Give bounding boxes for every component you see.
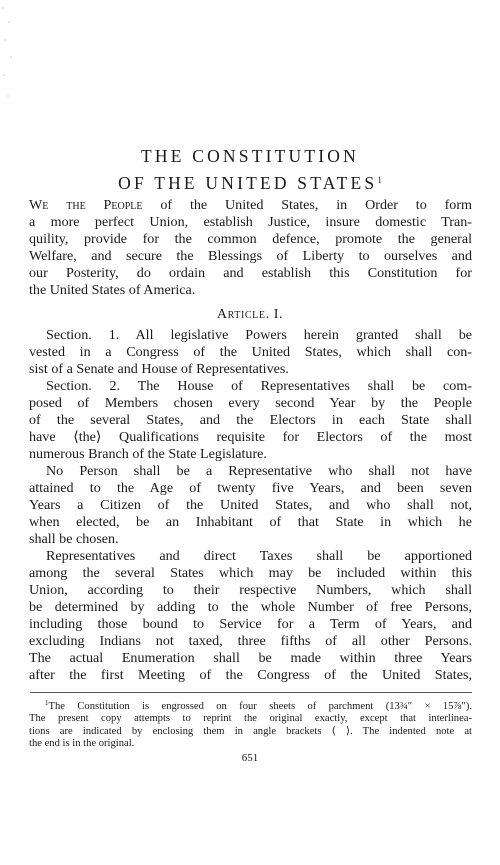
body-line: after the first Meeting of the Congress of the United States, (29, 667, 472, 683)
body-line: Section. 2. The House of Representatives shall be com- (46, 378, 472, 394)
footnote-line: tions are indicated by enclosing them in angle brackets ⟨ ⟩. The indented note at (29, 725, 472, 737)
body-line: excluding Indians not taxed, three fifths of all other Persons. (29, 633, 472, 649)
body-line: attained to the Age of twenty five Years, and been seven (29, 480, 472, 496)
footnote-marker: 1 (45, 699, 49, 707)
body-line: when elected, be an Inhabitant of that State in which he (29, 514, 472, 530)
footnote-line: $^1$The Constitution is engrossed on four sheets of parchment (13¾″ × 15⅞″). (45, 699, 472, 712)
footnote (29, 697, 472, 751)
article-heading: Article. I. (216, 307, 284, 322)
body-line: Union, according to their respective Numbers, which shall (29, 582, 472, 598)
preamble-lead: We the People (29, 197, 143, 213)
body-line: sist of a Senate and House of Representatives. (29, 361, 289, 377)
body-line: Representatives and direct Taxes shall be apportioned (46, 548, 472, 564)
body-line: No Person shall be a Representative who shall not have (46, 463, 472, 479)
body-line: Years a Citizen of the United States, and who shall not, (29, 497, 472, 513)
body-line: shall be chosen. (29, 531, 119, 547)
body-line: vested in a Congress of the United States, which shall con- (29, 344, 472, 360)
body-line: including those bound to Service for a Term of Years, and (29, 616, 472, 632)
body-line: be determined by adding to the whole Number of free Persons, (29, 599, 472, 615)
title-footnote-marker: 1 (377, 175, 382, 185)
article-body (29, 327, 472, 684)
preamble-line: Welfare, and secure the Blessings of Liberty to ourselves and (29, 248, 472, 264)
body-line: have ⟨the⟩ Qualifications requisite for Electors of the most (29, 429, 472, 445)
preamble-line: our Posterity, do ordain and establish this Constitution for (29, 265, 472, 281)
body-line: Section. 1. All legislative Powers herein granted shall be (46, 327, 472, 343)
body-line: The actual Enumeration shall be made within three Years (29, 650, 472, 666)
preamble-line: We the People of the United States, in Order to form (29, 197, 472, 213)
page-number: 651 (241, 752, 259, 764)
page-edge-speckle (0, 0, 14, 120)
title-line-1: THE CONSTITUTION (141, 146, 359, 166)
title-line-2: OF THE UNITED STATES$^1$ (118, 173, 382, 193)
body-line: of the several States, and the Electors in each State shall (29, 412, 472, 428)
footnote-rule (30, 692, 472, 693)
body-line: among the several States which may be included within this (29, 565, 472, 581)
preamble-line: the United States of America. (29, 282, 196, 298)
preamble (29, 197, 472, 299)
footnote-line: the end is in the original. (29, 738, 135, 750)
body-line: numerous Branch of the State Legislature. (29, 446, 267, 462)
preamble-line: quility, provide for the common defence, promote the general (29, 231, 472, 247)
body-line: posed of Members chosen every second Year by the People (29, 395, 472, 411)
footnote-line: The present copy attempts to reprint the original exactly, except that interlinea- (29, 713, 472, 725)
preamble-line: a more perfect Union, establish Justice, insure domestic Tran- (29, 214, 472, 230)
